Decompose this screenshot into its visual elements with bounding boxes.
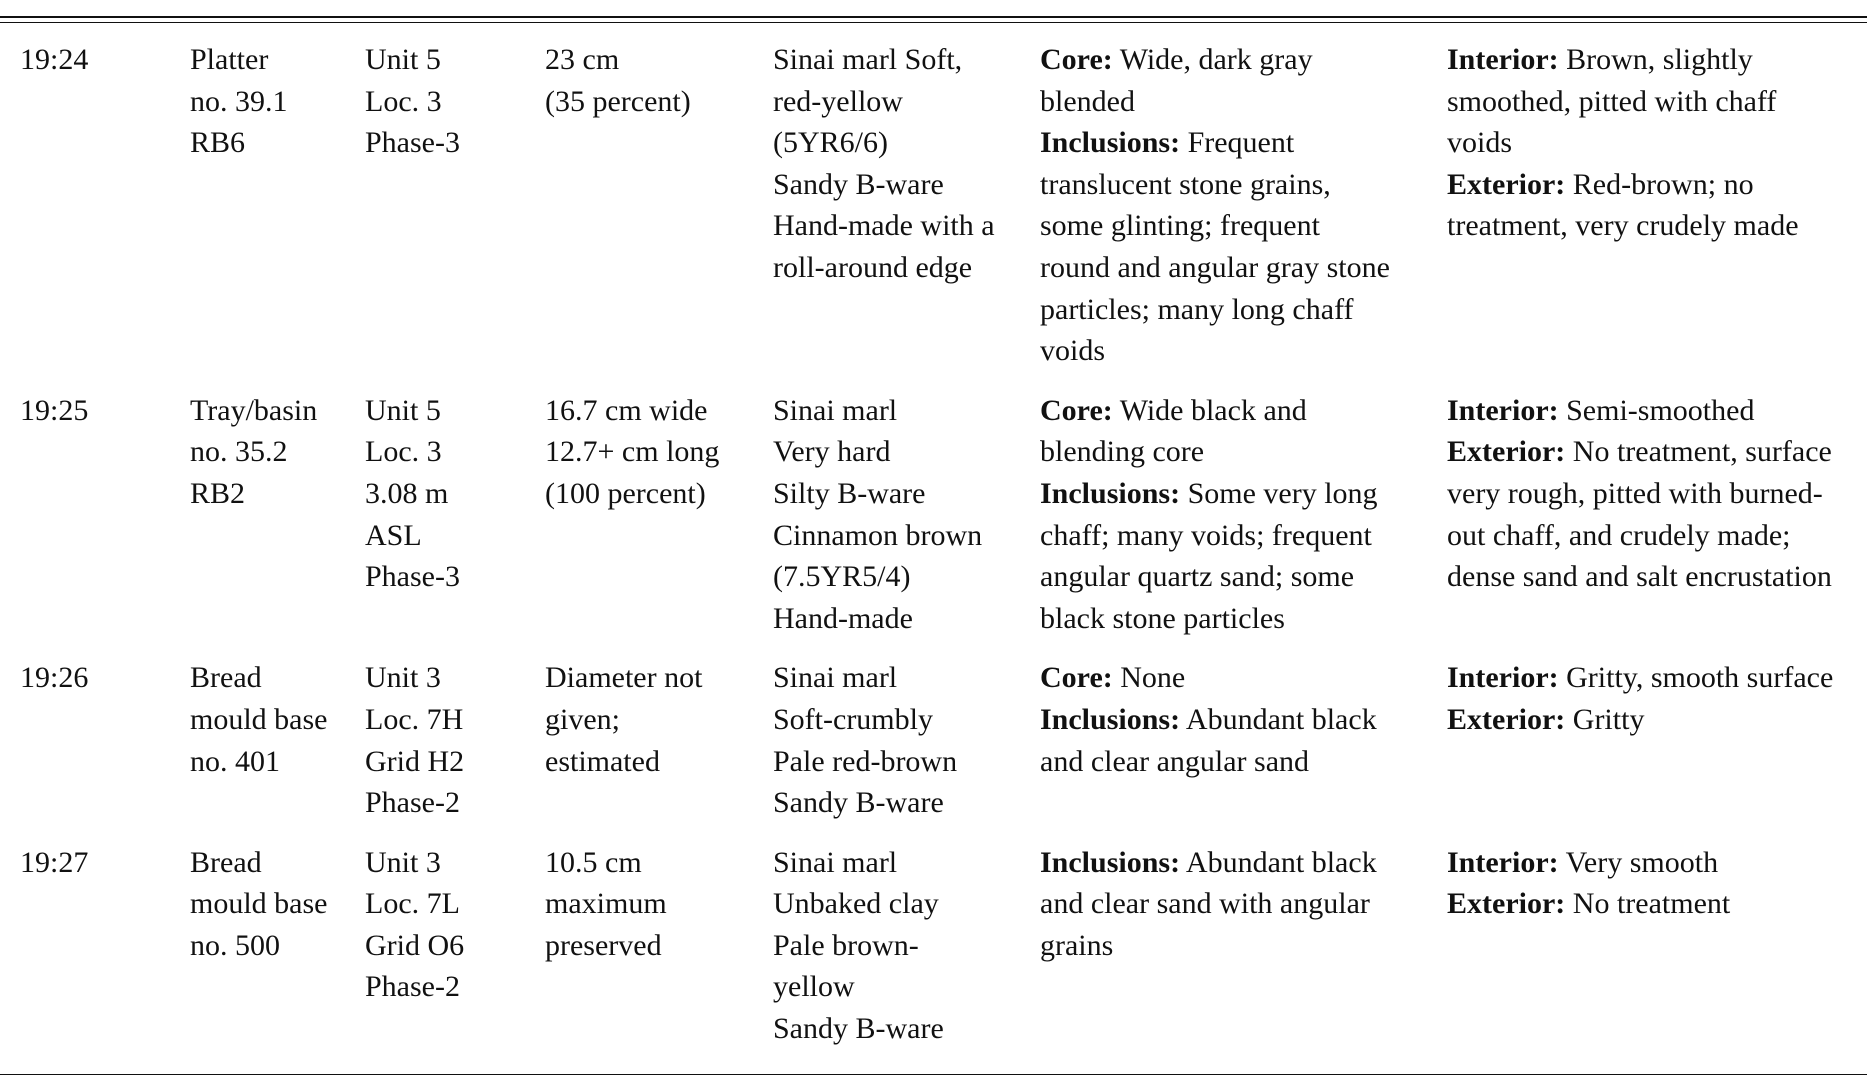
item-description xyxy=(190,39,365,390)
cell-line: Interior: Very smooth xyxy=(1447,845,1719,879)
field-label: Exterior: xyxy=(1447,702,1566,736)
cell-line: mould base xyxy=(190,702,328,736)
cell-line: yellow xyxy=(773,970,855,1004)
field-label: Interior: xyxy=(1447,661,1559,695)
cell-line: particles; many long chaff xyxy=(1040,292,1354,326)
cell-line: Diameter not xyxy=(545,661,703,695)
item-description xyxy=(190,657,365,841)
field-label: Exterior: xyxy=(1447,435,1566,469)
top-rule xyxy=(0,16,1867,18)
cell-line: Core: Wide, dark gray xyxy=(1040,43,1313,76)
cell-line: Grid O6 xyxy=(365,928,465,962)
cell-line: (100 percent) xyxy=(545,476,706,510)
cell-line: Platter xyxy=(190,43,269,76)
table-row xyxy=(0,842,1867,1068)
cell-line: translucent stone grains, xyxy=(1040,167,1331,201)
cell-line: Phase-2 xyxy=(365,970,460,1004)
cell-line: Inclusions: Frequent xyxy=(1040,126,1295,160)
surface-treatment xyxy=(1447,390,1867,658)
cell-line: Sinai marl xyxy=(773,393,898,427)
field-label: Core: xyxy=(1040,43,1113,76)
cell-line: Very hard xyxy=(773,435,891,469)
cell-line: chaff; many voids; frequent xyxy=(1040,518,1372,552)
cell-line: no. 401 xyxy=(190,744,280,778)
cell-line: 23 cm xyxy=(545,43,620,76)
cell-line: 3.08 m xyxy=(365,476,449,510)
cell-line: (5YR6/6) xyxy=(773,126,888,160)
cell-line: 19:27 xyxy=(20,845,89,879)
cell-line: (35 percent) xyxy=(545,84,691,118)
item-description xyxy=(190,390,365,658)
cell-line: 19:26 xyxy=(20,661,89,695)
cell-line: grains xyxy=(1040,928,1114,962)
fabric-description xyxy=(773,842,1040,1068)
catalogue-number xyxy=(0,39,190,390)
cell-line: dense sand and salt encrustation xyxy=(1447,560,1832,594)
field-label: Core: xyxy=(1040,393,1113,427)
cell-line: some glinting; frequent xyxy=(1040,209,1320,243)
dimensions xyxy=(545,657,773,841)
cell-line: Exterior: No treatment xyxy=(1447,887,1731,921)
cell-line: and clear angular sand xyxy=(1040,744,1310,778)
cell-line: and clear sand with angular xyxy=(1040,887,1370,921)
cell-line: maximum xyxy=(545,887,667,921)
cell-line: 19:25 xyxy=(20,393,89,427)
cell-line: Inclusions: Some very long xyxy=(1040,476,1378,510)
cell-line: Phase-3 xyxy=(365,560,460,594)
cell-line: 12.7+ cm long xyxy=(545,435,720,469)
catalogue-table xyxy=(0,39,1867,1068)
cell-line: Unbaked clay xyxy=(773,887,939,921)
dimensions xyxy=(545,390,773,658)
field-label: Core: xyxy=(1040,661,1113,695)
table-row xyxy=(0,39,1867,390)
cell-line: Bread xyxy=(190,661,262,695)
cell-line: Grid H2 xyxy=(365,744,465,778)
cell-line: Inclusions: Abundant black xyxy=(1040,845,1377,879)
cell-line: out chaff, and crudely made; xyxy=(1447,518,1791,552)
cell-line: red-yellow xyxy=(773,84,903,118)
cell-line: mould base xyxy=(190,887,328,921)
table-row xyxy=(0,657,1867,841)
find-location xyxy=(365,39,545,390)
cell-line: (7.5YR5/4) xyxy=(773,560,911,594)
cell-line: Sinai marl Soft, xyxy=(773,43,963,76)
field-label: Inclusions: xyxy=(1040,845,1181,879)
cell-line: estimated xyxy=(545,744,660,778)
cell-line: Exterior: Red-brown; no xyxy=(1447,167,1754,201)
cell-line: Unit 5 xyxy=(365,43,441,76)
cell-line: Cinnamon brown xyxy=(773,518,983,552)
field-label: Inclusions: xyxy=(1040,702,1181,736)
find-location xyxy=(365,390,545,658)
cell-line: Interior: Semi-smoothed xyxy=(1447,393,1755,427)
item-description xyxy=(190,842,365,1068)
cell-line: 19:24 xyxy=(20,43,89,76)
cell-line: smoothed, pitted with chaff xyxy=(1447,84,1777,118)
cell-line: blending core xyxy=(1040,435,1205,469)
cell-line: Loc. 3 xyxy=(365,84,442,118)
cell-line: Interior: Gritty, smooth surface xyxy=(1447,661,1834,695)
field-label: Interior: xyxy=(1447,393,1559,427)
cell-line: Silty B-ware xyxy=(773,476,926,510)
cell-line: Exterior: No treatment, surface xyxy=(1447,435,1832,469)
cell-line: ASL xyxy=(365,518,422,552)
catalogue-number xyxy=(0,842,190,1068)
surface-treatment xyxy=(1447,842,1867,1068)
cell-line: Phase-2 xyxy=(365,786,460,820)
cell-line: 10.5 cm xyxy=(545,845,642,879)
cell-line: Loc. 3 xyxy=(365,435,442,469)
cell-line: Interior: Brown, slightly xyxy=(1447,43,1753,76)
surface-treatment xyxy=(1447,657,1867,841)
cell-line: Core: Wide black and xyxy=(1040,393,1307,427)
cell-line: treatment, very crudely made xyxy=(1447,209,1799,243)
cell-line: Loc. 7L xyxy=(365,887,460,921)
cell-line: no. 39.1 xyxy=(190,84,288,118)
cell-line: black stone particles xyxy=(1040,601,1285,635)
cell-line: no. 500 xyxy=(190,928,280,962)
catalogue-number xyxy=(0,390,190,658)
cell-line: roll-around edge xyxy=(773,250,973,284)
dimensions xyxy=(545,39,773,390)
top-rule-inner xyxy=(0,22,1867,23)
bottom-rule xyxy=(0,1074,1867,1075)
cell-line: Tray/basin xyxy=(190,393,318,427)
cell-line: Sandy B-ware xyxy=(773,1012,944,1046)
cell-line: Unit 5 xyxy=(365,393,441,427)
cell-line: angular quartz sand; some xyxy=(1040,560,1355,594)
field-label: Interior: xyxy=(1447,845,1559,879)
field-label: Exterior: xyxy=(1447,167,1566,201)
catalogue-number xyxy=(0,657,190,841)
cell-line: Phase-3 xyxy=(365,126,460,160)
cell-line: Bread xyxy=(190,845,262,879)
cell-line: RB2 xyxy=(190,476,246,510)
cell-line: Sandy B-ware xyxy=(773,786,944,820)
fabric-description xyxy=(773,390,1040,658)
find-location xyxy=(365,657,545,841)
cell-line: Soft-crumbly xyxy=(773,702,933,736)
cell-line: Pale red-brown xyxy=(773,744,958,778)
fabric-description xyxy=(773,657,1040,841)
cell-line: Inclusions: Abundant black xyxy=(1040,702,1377,736)
cell-line: Sinai marl xyxy=(773,845,898,879)
core-inclusions xyxy=(1040,842,1447,1068)
cell-line: Pale brown- xyxy=(773,928,919,962)
cell-line: voids xyxy=(1447,126,1513,160)
cell-line: Hand-made xyxy=(773,601,913,635)
field-label: Inclusions: xyxy=(1040,476,1181,510)
dimensions xyxy=(545,842,773,1068)
find-location xyxy=(365,842,545,1068)
cell-line: blended xyxy=(1040,84,1135,118)
cell-line: Core: None xyxy=(1040,661,1186,695)
cell-line: Exterior: Gritty xyxy=(1447,702,1645,736)
cell-line: Hand-made with a xyxy=(773,209,995,243)
cell-line: Sandy B-ware xyxy=(773,167,944,201)
cell-line: Sinai marl xyxy=(773,661,898,695)
core-inclusions xyxy=(1040,390,1447,658)
cell-line: RB6 xyxy=(190,126,246,160)
cell-line: voids xyxy=(1040,334,1106,368)
cell-line: Unit 3 xyxy=(365,661,441,695)
cell-line: round and angular gray stone xyxy=(1040,250,1390,284)
field-label: Inclusions: xyxy=(1040,126,1181,160)
cell-line: very rough, pitted with burned- xyxy=(1447,476,1823,510)
core-inclusions xyxy=(1040,657,1447,841)
field-label: Interior: xyxy=(1447,43,1559,76)
cell-line: preserved xyxy=(545,928,662,962)
cell-line: Unit 3 xyxy=(365,845,441,879)
core-inclusions xyxy=(1040,39,1447,390)
field-label: Exterior: xyxy=(1447,887,1566,921)
cell-line: Loc. 7H xyxy=(365,702,464,736)
cell-line: no. 35.2 xyxy=(190,435,288,469)
cell-line: 16.7 cm wide xyxy=(545,393,708,427)
table-row xyxy=(0,390,1867,658)
cell-line: given; xyxy=(545,702,620,736)
catalogue-body xyxy=(0,39,1867,1068)
fabric-description xyxy=(773,39,1040,390)
surface-treatment xyxy=(1447,39,1867,390)
